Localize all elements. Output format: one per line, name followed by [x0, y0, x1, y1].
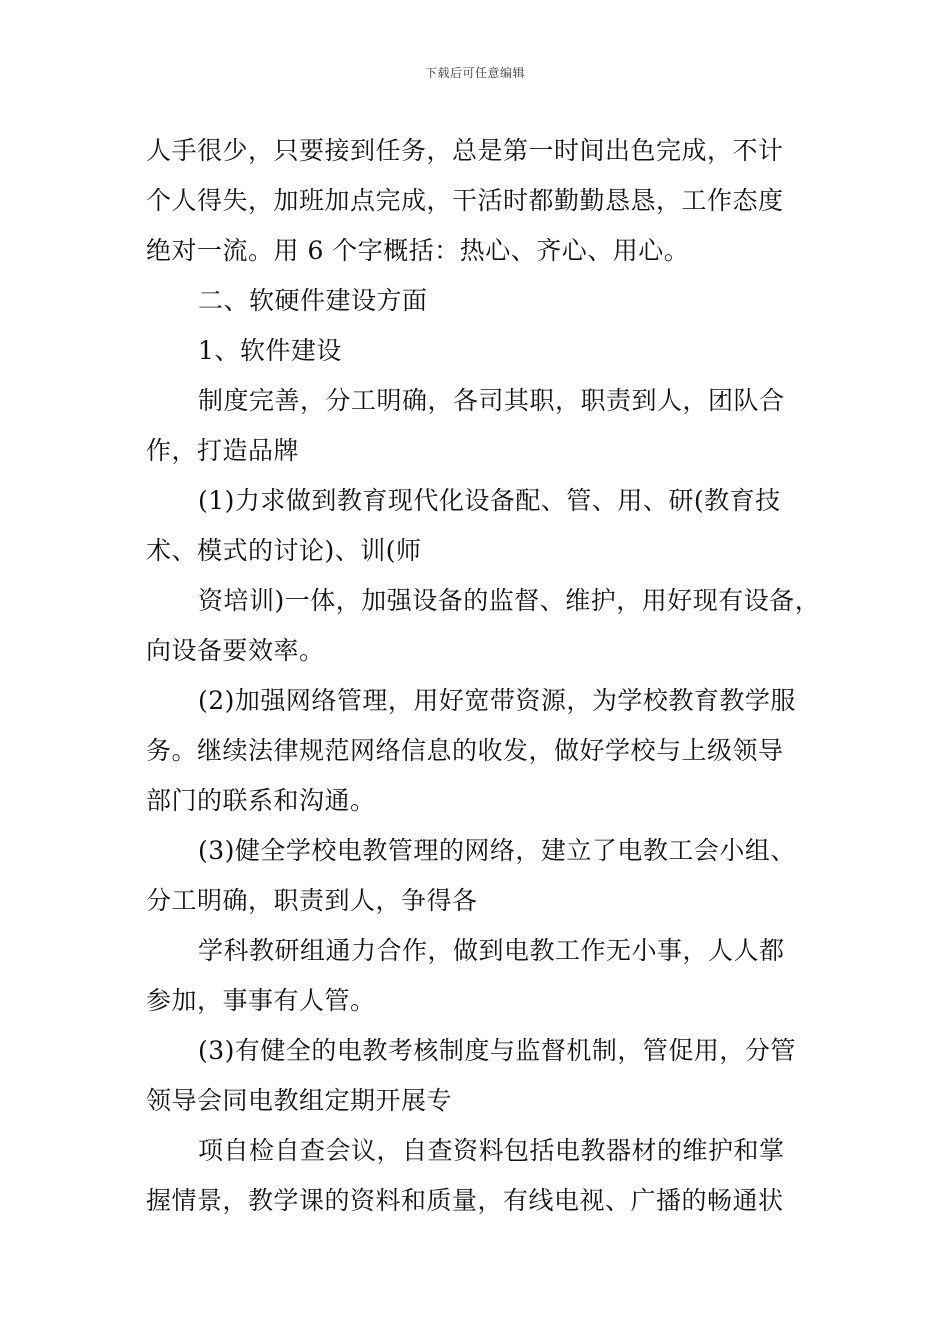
- paragraph-line: 项自检自查会议，自查资料包括电教器材的维护和掌: [198, 1136, 785, 1165]
- paragraph-line: 资培训)一体，加强设备的监督、维护，用好现有设备，: [198, 586, 821, 615]
- paragraph-line: 作，打造品牌: [146, 436, 300, 465]
- paragraph-line: 部门的联系和沟通。: [146, 786, 376, 815]
- paragraph-line: (3)健全学校电教管理的网络，建立了电教工会小组、: [198, 836, 796, 865]
- paragraph-line: 握情景，教学课的资料和质量，有线电视、广播的畅通状: [146, 1186, 784, 1215]
- paragraph-line: (1)力求做到教育现代化设备配、管、用、研(教育技: [198, 486, 781, 515]
- subsection-heading: 1、软件建设: [198, 336, 342, 365]
- paragraph-line: 个人得失，加班加点完成，干活时都勤勤恳恳，工作态度: [146, 186, 784, 215]
- paragraph-line: 人手很少，只要接到任务，总是第一时间出色完成，不计: [146, 136, 784, 165]
- paragraph-line: 学科教研组通力合作，做到电教工作无小事，人人都: [198, 936, 785, 965]
- section-heading: 二、软硬件建设方面: [198, 286, 428, 315]
- paragraph-line: (2)加强网络管理，用好宽带资源，为学校教育教学服: [198, 686, 796, 715]
- paragraph-line: 参加，事事有人管。: [146, 986, 376, 1015]
- paragraph-line: 领导会同电教组定期开展专: [146, 1086, 453, 1115]
- paragraph-line: (3)有健全的电教考核制度与监督机制，管促用，分管: [198, 1036, 796, 1065]
- paragraph-line: 务。继续法律规范网络信息的收发，做好学校与上级领导: [146, 736, 784, 765]
- page-header: 下载后可任意编辑: [424, 66, 525, 80]
- paragraph-line: 绝对一流。用 6 个字概括：热心、齐心、用心。: [146, 236, 690, 265]
- paragraph-line: 术、模式的讨论)、训(师: [146, 536, 422, 565]
- paragraph-line: 分工明确，职责到人，争得各: [146, 886, 478, 915]
- document-body: [146, 126, 821, 1226]
- paragraph-line: 向设备要效率。: [146, 636, 325, 665]
- paragraph-line: 制度完善，分工明确，各司其职，职责到人，团队合: [198, 386, 785, 415]
